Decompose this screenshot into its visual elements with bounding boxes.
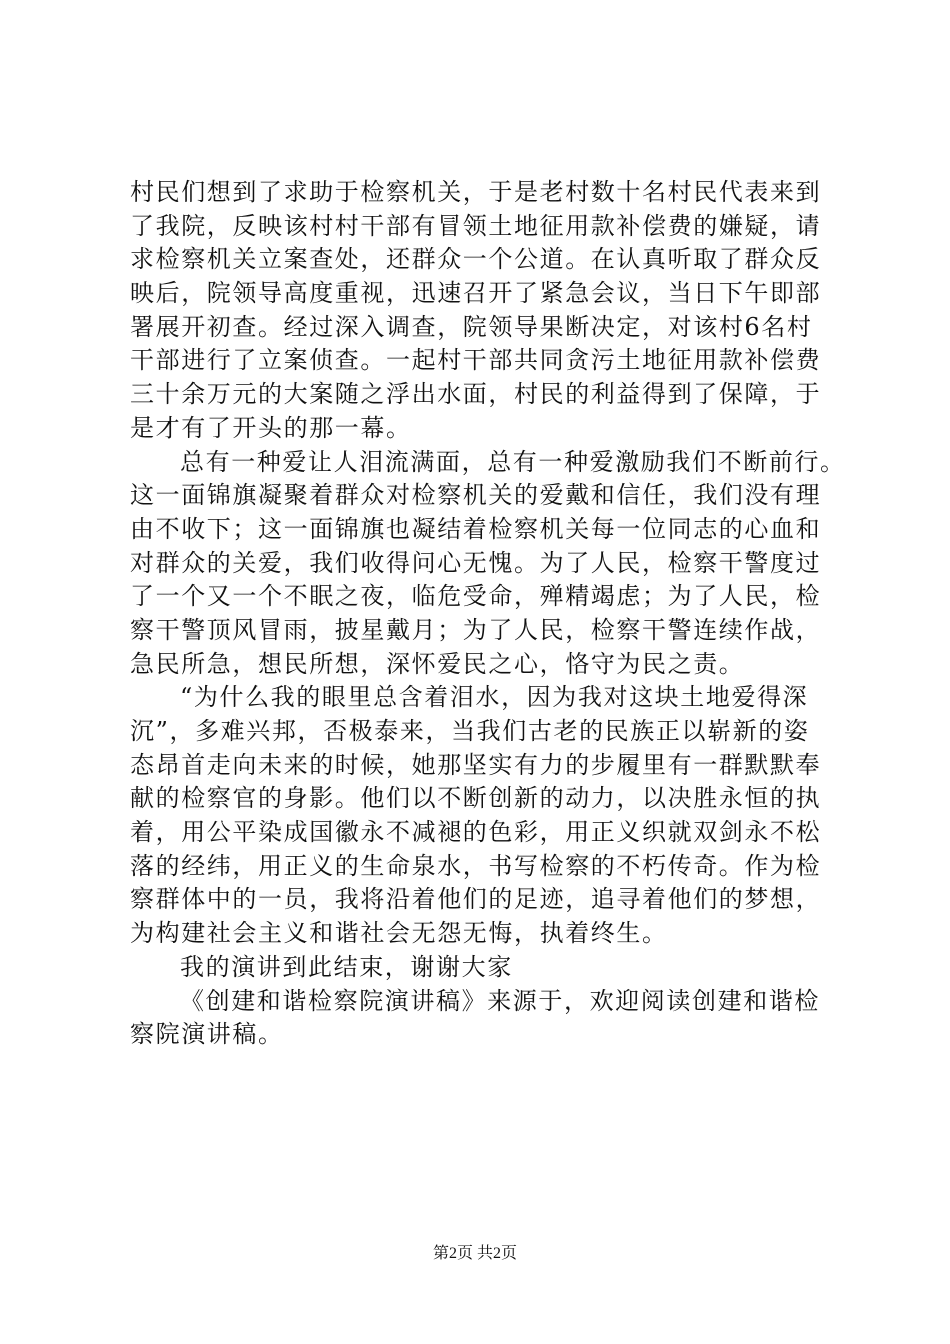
text-line: 察群体中的一员，我将沿着他们的足迹，追寻着他们的梦想， xyxy=(130,885,822,914)
text-line: 态昂首走向未来的时候，她那坚实有力的步履里有一群默默奉 xyxy=(130,750,822,779)
document-body xyxy=(130,176,846,1052)
text-line: 村民们想到了求助于检察机关，于是老村数十名村民代表来到 xyxy=(130,178,822,206)
paragraph-1 xyxy=(130,176,830,446)
text-line: 着，用公平染成国徽永不减褪的色彩，用正义织就双剑永不松 xyxy=(130,818,822,847)
text-line: 沉”，多难兴邦，否极泰来，当我们古老的民族正以崭新的姿 xyxy=(130,717,810,745)
text-line: 干部进行了立案侦查。一起村干部共同贪污土地征用款补偿费 xyxy=(130,346,822,375)
page-footer: 第2页 共2页 xyxy=(432,1245,517,1262)
text-line: 察院演讲稿。 xyxy=(130,1020,284,1049)
text-line: “为什么我的眼里总含着泪水，因为我对这块土地爱得深 xyxy=(180,683,809,712)
text-line: 察干警顶风冒雨，披星戴月；为了人民，检察干警连续作战， xyxy=(130,615,822,644)
text-line: 急民所急，想民所想，深怀爱民之心，恪守为民之责。 xyxy=(130,649,745,678)
paragraph-3 xyxy=(130,681,830,951)
paragraph-2 xyxy=(130,446,846,682)
text-line: 了一个又一个不眠之夜，临危受命，殚精竭虑；为了人民，检 xyxy=(130,582,822,611)
text-line: 三十余万元的大案随之浮出水面，村民的利益得到了保障，于 xyxy=(130,380,822,409)
text-line: 映后，院领导高度重视，迅速召开了紧急会议，当日下午即部 xyxy=(130,279,822,308)
text-line: 我的演讲到此结束，谢谢大家 xyxy=(180,952,513,981)
text-line: 献的检察官的身影。他们以不断创新的动力，以决胜永恒的执 xyxy=(130,784,822,813)
text-line: 对群众的关爱，我们收得问心无愧。为了人民，检察干警度过 xyxy=(130,548,822,577)
text-line: 总有一种爱让人泪流满面，总有一种爱激励我们不断前行。 xyxy=(180,447,846,476)
text-line: 署展开初查。经过深入调查，院领导果断决定，对该村6名村 xyxy=(130,312,813,341)
text-line: 这一面锦旗凝聚着群众对检察机关的爱戴和信任，我们没有理 xyxy=(130,481,822,510)
text-line: 《创建和谐检察院演讲稿》来源于，欢迎阅读创建和谐检 xyxy=(180,986,820,1015)
paragraph-5 xyxy=(130,985,830,1052)
paragraph-4 xyxy=(130,951,830,985)
text-line: 由不收下；这一面锦旗也凝结着检察机关每一位同志的心血和 xyxy=(130,514,822,543)
text-line: 是才有了开头的那一幕。 xyxy=(130,413,412,442)
text-line: 求检察机关立案查处，还群众一个公道。在认真听取了群众反 xyxy=(130,245,822,274)
text-line: 了我院，反映该村村干部有冒领土地征用款补偿费的嫌疑，请 xyxy=(130,211,822,240)
text-line: 为构建社会主义和谐社会无怨无悔，执着终生。 xyxy=(130,919,668,948)
text-line: 落的经纬，用正义的生命泉水，书写检察的不朽传奇。作为检 xyxy=(130,851,822,880)
